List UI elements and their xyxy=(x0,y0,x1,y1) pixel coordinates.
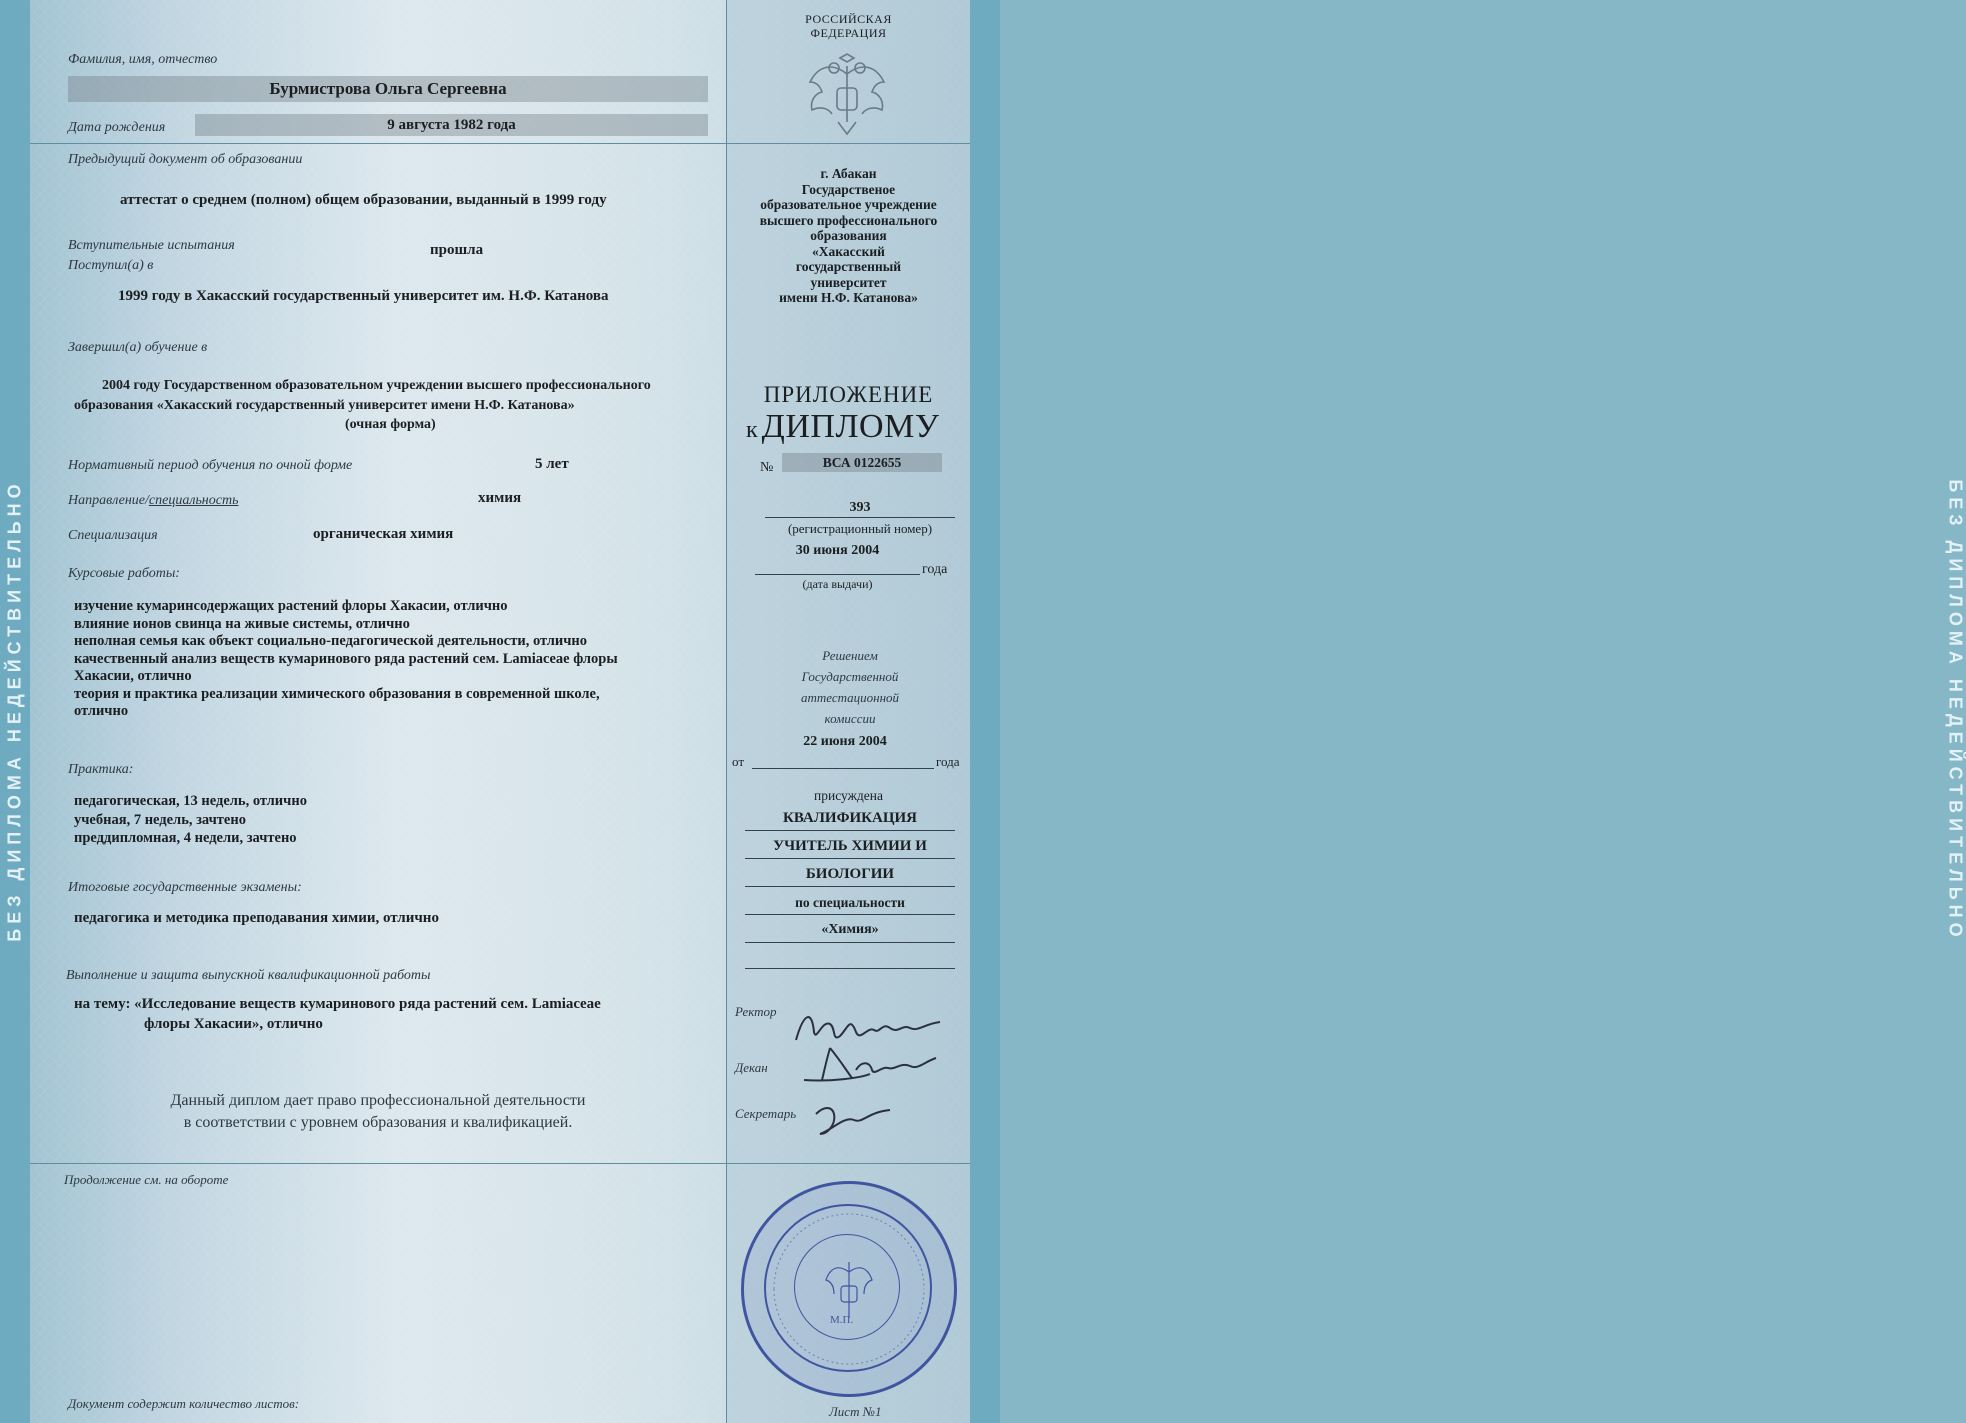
double-headed-eagle-icon xyxy=(802,52,892,138)
rights-line-1: Данный диплом дает право профессиональной деятельности xyxy=(170,1092,586,1109)
coursework-item: изучение кумаринсодержащих растений флоры Хакасии, отлично xyxy=(74,598,508,614)
practice-list xyxy=(74,792,307,848)
org-line: высшего профессионального xyxy=(759,212,938,228)
practice-item: педагогическая, 13 недель, отлично xyxy=(74,793,307,809)
thesis-line-1: на тему: «Исследование веществ кумаринового ряда растений сем. Lamiaceae xyxy=(74,996,601,1012)
decision-line: аттестационной xyxy=(800,690,900,705)
right-border-text: БЕЗ ДИПЛОМА НЕДЕЙСТВИТЕЛЬНО xyxy=(1945,479,1966,942)
finished-label: Завершил(а) обучение в xyxy=(68,340,208,355)
left-border-text: БЕЗ ДИПЛОМА НЕДЕЙСТВИТЕЛЬНО xyxy=(4,479,25,942)
coursework-list xyxy=(74,598,618,721)
country-line-2: ФЕДЕРАЦИЯ xyxy=(810,26,887,40)
specialty-line-c xyxy=(745,968,955,969)
issuing-organization xyxy=(727,166,970,306)
decision-line: Решением xyxy=(822,648,878,663)
direction-label-prefix: Направление/ xyxy=(68,493,149,508)
org-line: имени Н.Ф. Катанова» xyxy=(779,290,918,305)
thesis-line-2: флоры Хакасии», отлично xyxy=(144,1016,323,1032)
spec-label: Специализация xyxy=(68,528,158,543)
decision-year-suffix: года xyxy=(936,754,960,769)
specialty-value: «Химия» xyxy=(821,922,879,937)
coursework-item: неполная семья как объект социально-педагогической деятельности, отлично xyxy=(74,633,588,649)
secretary-label: Секретарь xyxy=(735,1106,797,1121)
qualification-value-1: УЧИТЕЛЬ ХИМИИ И xyxy=(773,838,927,854)
qualification-label: КВАЛИФИКАЦИЯ xyxy=(782,810,918,826)
appendix-diploma-word: ДИПЛОМУ xyxy=(761,408,940,445)
registration-number: 393 xyxy=(849,500,871,515)
specialty-label: по специальности xyxy=(795,895,905,910)
secretary-signature-icon xyxy=(810,1100,900,1140)
finished-line-1: 2004 году Государственном образовательном учреждении высшего профессионального xyxy=(102,378,651,393)
decision-date: 22 июня 2004 xyxy=(803,734,887,749)
coursework-item: отлично xyxy=(74,703,129,719)
appendix-title: ПРИЛОЖЕНИЕ xyxy=(763,382,934,407)
divider-bottom xyxy=(30,1163,970,1164)
awarded-label: присуждена xyxy=(814,788,883,803)
qualification-line-c xyxy=(745,886,955,887)
org-line: г. Абакан xyxy=(820,166,877,181)
decision-line: комиссии xyxy=(824,711,876,726)
continued-note: Продолжение см. на обороте xyxy=(64,1172,229,1187)
direction-label xyxy=(68,493,238,509)
qualification-value-2: БИОЛОГИИ xyxy=(805,866,895,882)
qualification-line-b xyxy=(745,858,955,859)
specialty-line-b xyxy=(745,942,955,943)
dean-signature-icon xyxy=(800,1040,950,1090)
sheets-count-label: Документ содержит количество листов: xyxy=(68,1396,300,1411)
issue-year-suffix: года xyxy=(922,562,948,577)
practice-item: учебная, 7 недель, зачтено xyxy=(74,811,246,828)
coursework-item: Хакасии, отлично xyxy=(74,668,192,684)
official-seal xyxy=(741,1181,957,1397)
seal-mp-text: М.П. xyxy=(830,1314,854,1326)
period-label: Нормативный период обучения по очной форме xyxy=(68,458,353,473)
seal-emblem-icon xyxy=(744,1184,954,1394)
org-line: университет xyxy=(810,274,887,290)
issue-date-caption: (дата выдачи) xyxy=(802,577,873,591)
enrolled-label: Поступил(а) в xyxy=(68,258,154,273)
reg-number-line xyxy=(765,517,955,518)
rights-line-2: в соответствии с уровнем образования и квалификацией. xyxy=(183,1114,573,1131)
dean-label: Декан xyxy=(735,1060,768,1075)
coursework-label: Курсовые работы: xyxy=(68,566,180,581)
entrance-label: Вступительные испытания xyxy=(68,238,235,253)
fio-label: Фамилия, имя, отчество xyxy=(68,52,218,67)
appendix-subtitle xyxy=(746,408,966,446)
practice-item: преддипломная, 4 недели, зачтено xyxy=(74,830,297,846)
org-line: государственный xyxy=(795,259,902,274)
decision-from-label: от xyxy=(732,754,745,769)
org-line: Государственое xyxy=(801,181,896,197)
commission-decision xyxy=(740,645,960,729)
country-name xyxy=(727,12,970,40)
right-border-strip xyxy=(970,0,1966,1423)
appendix-prefix: к xyxy=(746,417,758,443)
registration-number-caption: (регистрационный номер) xyxy=(787,521,933,536)
direction-value: химия xyxy=(478,490,522,506)
finished-line-3: (очная форма) xyxy=(345,417,436,432)
thesis-label: Выполнение и защита выпускной квалификационной работы xyxy=(66,968,431,983)
period-value: 5 лет xyxy=(535,456,569,472)
left-border-strip xyxy=(0,0,30,1423)
coursework-item: теория и практика реализации химического образования в современной школе, xyxy=(74,685,600,702)
entrance-value: прошла xyxy=(430,242,484,258)
date-of-birth: 9 августа 1982 года xyxy=(195,114,708,136)
org-line: образовательное учреждение xyxy=(760,197,937,212)
dob-label: Дата рождения xyxy=(68,120,166,135)
qualification-line-a xyxy=(745,830,955,831)
org-line: образования xyxy=(810,228,887,243)
sheet-number: Лист №1 xyxy=(829,1404,882,1419)
exams-value: педагогика и методика преподавания химии, отлично xyxy=(74,910,439,926)
rector-label: Ректор xyxy=(735,1004,777,1019)
prev-doc-value: аттестат о среднем (полном) общем образовании, выданный в 1999 году xyxy=(120,192,607,208)
direction-label-specialty: специальность xyxy=(148,493,239,508)
finished-line-2: образования «Хакасский государственный университет имени Н.Ф. Катанова» xyxy=(74,398,575,413)
spec-value: органическая химия xyxy=(313,526,454,542)
issue-date: 30 июня 2004 xyxy=(795,543,880,558)
number-sign: № xyxy=(760,460,774,475)
country-line-1: РОССИЙСКАЯ xyxy=(805,12,892,26)
diploma-number: ВСА 0122655 xyxy=(782,453,942,472)
full-name: Бурмистрова Ольга Сергеевна xyxy=(68,76,708,102)
specialty-line-a xyxy=(745,914,955,915)
exams-label: Итоговые государственные экзамены: xyxy=(68,880,302,895)
issue-date-line xyxy=(755,574,920,575)
divider-under-dob xyxy=(30,143,726,144)
coursework-item: влияние ионов свинца на живые системы, отлично xyxy=(74,615,410,632)
org-line: «Хакасский xyxy=(812,243,885,259)
decision-line: Государственной xyxy=(801,669,899,684)
coursework-item: качественный анализ веществ кумаринового ряда растений сем. Lamiaceae флоры xyxy=(74,650,618,667)
practice-label: Практика: xyxy=(68,762,134,777)
divider-under-emblem xyxy=(727,143,970,144)
prev-doc-label: Предыдущий документ об образовании xyxy=(68,152,303,167)
enrolled-value: 1999 году в Хакасский государственный университет им. Н.Ф. Катанова xyxy=(118,288,609,304)
decision-date-line xyxy=(752,768,934,769)
